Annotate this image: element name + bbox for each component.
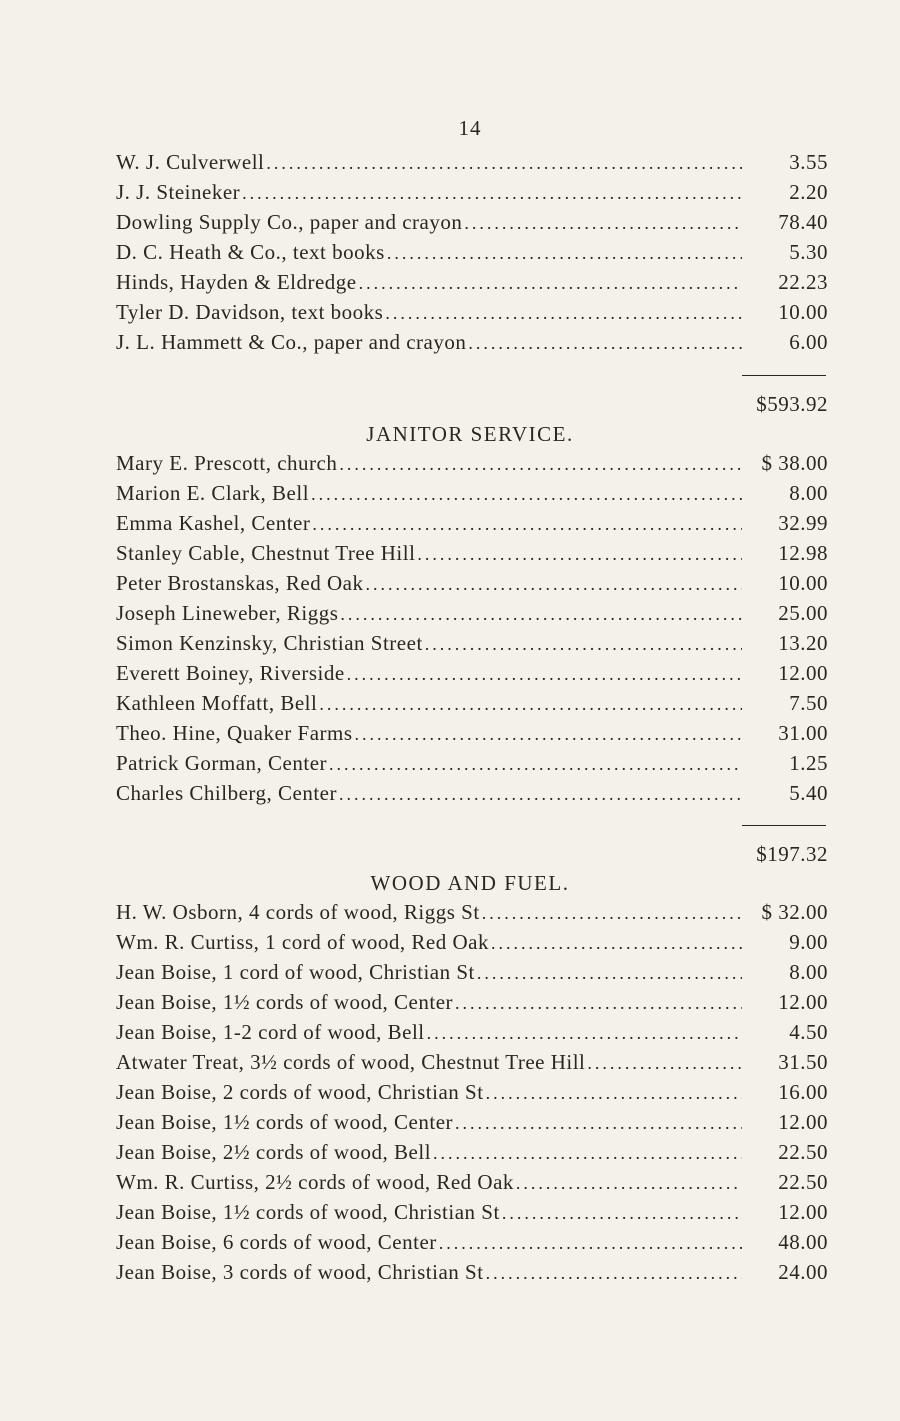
ledger-entry — [116, 300, 828, 330]
dot-leader — [489, 933, 742, 954]
ledger-entry — [116, 571, 828, 601]
dot-leader — [345, 664, 742, 685]
section-heading: WOOD AND FUEL. — [370, 871, 570, 895]
entry-amount: $ 38.00 — [761, 451, 828, 475]
dot-leader — [585, 1053, 742, 1074]
entry-label: Dowling Supply Co., paper and crayon — [116, 210, 463, 234]
entry-amount: 25.00 — [778, 601, 828, 625]
entry-label: J. J. Steineker — [116, 180, 241, 204]
entry-amount: 78.40 — [778, 210, 828, 234]
dot-leader — [338, 604, 742, 625]
ledger-entry — [116, 270, 828, 300]
entry-amount: 5.30 — [789, 240, 828, 264]
entry-label: Emma Kashel, Center — [116, 511, 311, 535]
ledger-entry — [116, 451, 828, 481]
dot-leader — [423, 634, 742, 655]
entry-label: J. L. Hammett & Co., paper and crayon — [116, 330, 467, 354]
entry-amount: 9.00 — [789, 930, 828, 954]
ledger-entry — [116, 781, 828, 811]
entry-amount: 22.50 — [778, 1170, 828, 1194]
dot-leader — [310, 514, 742, 535]
ledger-entry — [116, 1110, 828, 1140]
entry-label: Charles Chilberg, Center — [116, 781, 337, 805]
dot-leader — [466, 333, 742, 354]
ledger-entry — [116, 721, 828, 751]
dot-leader — [431, 1143, 742, 1164]
ledger-entry — [116, 990, 828, 1020]
entry-amount: 5.40 — [789, 781, 828, 805]
ledger-entry — [116, 1230, 828, 1260]
entry-amount: 31.50 — [778, 1050, 828, 1074]
entry-amount: 1.25 — [789, 751, 828, 775]
ledger-entry — [116, 1080, 828, 1110]
entry-label: Everett Boiney, Riverside — [116, 661, 345, 685]
ledger-entry — [116, 511, 828, 541]
entry-amount: 22.50 — [778, 1140, 828, 1164]
dot-leader — [500, 1203, 742, 1224]
ledger-entry — [116, 930, 828, 960]
entry-amount: 31.00 — [778, 721, 828, 745]
entry-amount: 16.00 — [778, 1080, 828, 1104]
ledger-entry — [116, 481, 828, 511]
ledger-entry — [116, 150, 828, 180]
entry-label: Jean Boise, 1 cord of wood, Christian St — [116, 960, 475, 984]
entry-label: Wm. R. Curtiss, 1 cord of wood, Red Oak — [116, 930, 489, 954]
ledger-entry — [116, 1200, 828, 1230]
dot-leader — [462, 213, 742, 234]
entry-label: Mary E. Prescott, church — [116, 451, 338, 475]
entry-label: Patrick Gorman, Center — [116, 751, 328, 775]
entry-amount: 7.50 — [789, 691, 828, 715]
ledger-entry — [116, 751, 828, 781]
entry-amount: 13.20 — [778, 631, 828, 655]
entry-label: Hinds, Hayden & Eldredge — [116, 270, 357, 294]
entry-amount: 22.23 — [778, 270, 828, 294]
ledger-entry — [116, 1170, 828, 1200]
dot-leader — [363, 574, 742, 595]
entry-label: W. J. Culverwell — [116, 150, 265, 174]
ledger-entry — [116, 631, 828, 661]
ledger-entry — [116, 691, 828, 721]
entry-amount: 12.00 — [778, 661, 828, 685]
entry-label: Jean Boise, 1½ cords of wood, Center — [116, 1110, 454, 1134]
dot-leader — [425, 1023, 742, 1044]
dot-leader — [453, 993, 742, 1014]
entry-label: Jean Boise, 2½ cords of wood, Bell — [116, 1140, 432, 1164]
entry-label: Marion E. Clark, Bell — [116, 481, 310, 505]
section-total: $593.92 — [756, 392, 828, 416]
dot-leader — [337, 454, 742, 475]
entry-amount: 24.00 — [778, 1260, 828, 1284]
entry-amount: 3.55 — [789, 150, 828, 174]
entry-label: Jean Boise, 3 cords of wood, Christian St — [116, 1260, 484, 1284]
entry-label: H. W. Osborn, 4 cords of wood, Riggs St — [116, 900, 480, 924]
entry-amount: 32.99 — [778, 511, 828, 535]
entry-amount: 6.00 — [789, 330, 828, 354]
entry-amount: 8.00 — [789, 481, 828, 505]
dot-leader — [353, 724, 742, 745]
dot-leader — [385, 243, 742, 264]
entry-label: Joseph Lineweber, Riggs — [116, 601, 339, 625]
section-total: $197.32 — [756, 842, 828, 866]
entry-label: Stanley Cable, Chestnut Tree Hill — [116, 541, 416, 565]
entry-amount: 12.00 — [778, 1110, 828, 1134]
entry-amount: 10.00 — [778, 300, 828, 324]
ledger-entry — [116, 1260, 828, 1290]
ledger-entry — [116, 541, 828, 571]
dot-leader — [437, 1233, 742, 1254]
dot-leader — [480, 903, 742, 924]
page-number: 14 — [458, 116, 482, 140]
total-rule — [742, 825, 826, 826]
entry-amount: 2.20 — [789, 180, 828, 204]
dot-leader — [337, 784, 742, 805]
ledger-entry — [116, 210, 828, 240]
entry-label: Peter Brostanskas, Red Oak — [116, 571, 364, 595]
entry-amount: 10.00 — [778, 571, 828, 595]
ledger-entry — [116, 1140, 828, 1170]
dot-leader — [514, 1173, 742, 1194]
entry-amount: 4.50 — [789, 1020, 828, 1044]
ledger-entry — [116, 900, 828, 930]
ledger-entry — [116, 240, 828, 270]
entry-amount: 12.98 — [778, 541, 828, 565]
ledger-entry — [116, 960, 828, 990]
total-rule — [742, 375, 826, 376]
entry-amount: 12.00 — [778, 990, 828, 1014]
dot-leader — [484, 1083, 742, 1104]
entry-label: Tyler D. Davidson, text books — [116, 300, 384, 324]
section-heading: JANITOR SERVICE. — [366, 422, 574, 446]
ledger-entry — [116, 180, 828, 210]
dot-leader — [309, 484, 742, 505]
dot-leader — [475, 963, 742, 984]
dot-leader — [264, 153, 742, 174]
dot-leader — [415, 544, 742, 565]
ledger-entry — [116, 601, 828, 631]
entry-label: Wm. R. Curtiss, 2½ cords of wood, Red Oak — [116, 1170, 514, 1194]
entry-label: Jean Boise, 1-2 cord of wood, Bell — [116, 1020, 425, 1044]
entry-amount: $ 32.00 — [761, 900, 828, 924]
entry-amount: 48.00 — [778, 1230, 828, 1254]
dot-leader — [383, 303, 742, 324]
dot-leader — [357, 273, 742, 294]
entry-label: Jean Boise, 2 cords of wood, Christian St — [116, 1080, 484, 1104]
entry-label: Jean Boise, 1½ cords of wood, Center — [116, 990, 454, 1014]
dot-leader — [317, 694, 742, 715]
entry-label: Jean Boise, 1½ cords of wood, Christian St — [116, 1200, 500, 1224]
entry-label: Kathleen Moffatt, Bell — [116, 691, 318, 715]
entry-amount: 8.00 — [789, 960, 828, 984]
ledger-entry — [116, 1050, 828, 1080]
dot-leader — [327, 754, 742, 775]
ledger-entry — [116, 1020, 828, 1050]
entry-amount: 12.00 — [778, 1200, 828, 1224]
dot-leader — [484, 1263, 742, 1284]
dot-leader — [240, 183, 742, 204]
entry-label: Atwater Treat, 3½ cords of wood, Chestnut Tree Hill — [116, 1050, 586, 1074]
ledger-entry — [116, 330, 828, 360]
entry-label: Theo. Hine, Quaker Farms — [116, 721, 353, 745]
entry-label: D. C. Heath & Co., text books — [116, 240, 385, 264]
entry-label: Simon Kenzinsky, Christian Street — [116, 631, 423, 655]
dot-leader — [453, 1113, 742, 1134]
entry-label: Jean Boise, 6 cords of wood, Center — [116, 1230, 437, 1254]
ledger-entry — [116, 661, 828, 691]
